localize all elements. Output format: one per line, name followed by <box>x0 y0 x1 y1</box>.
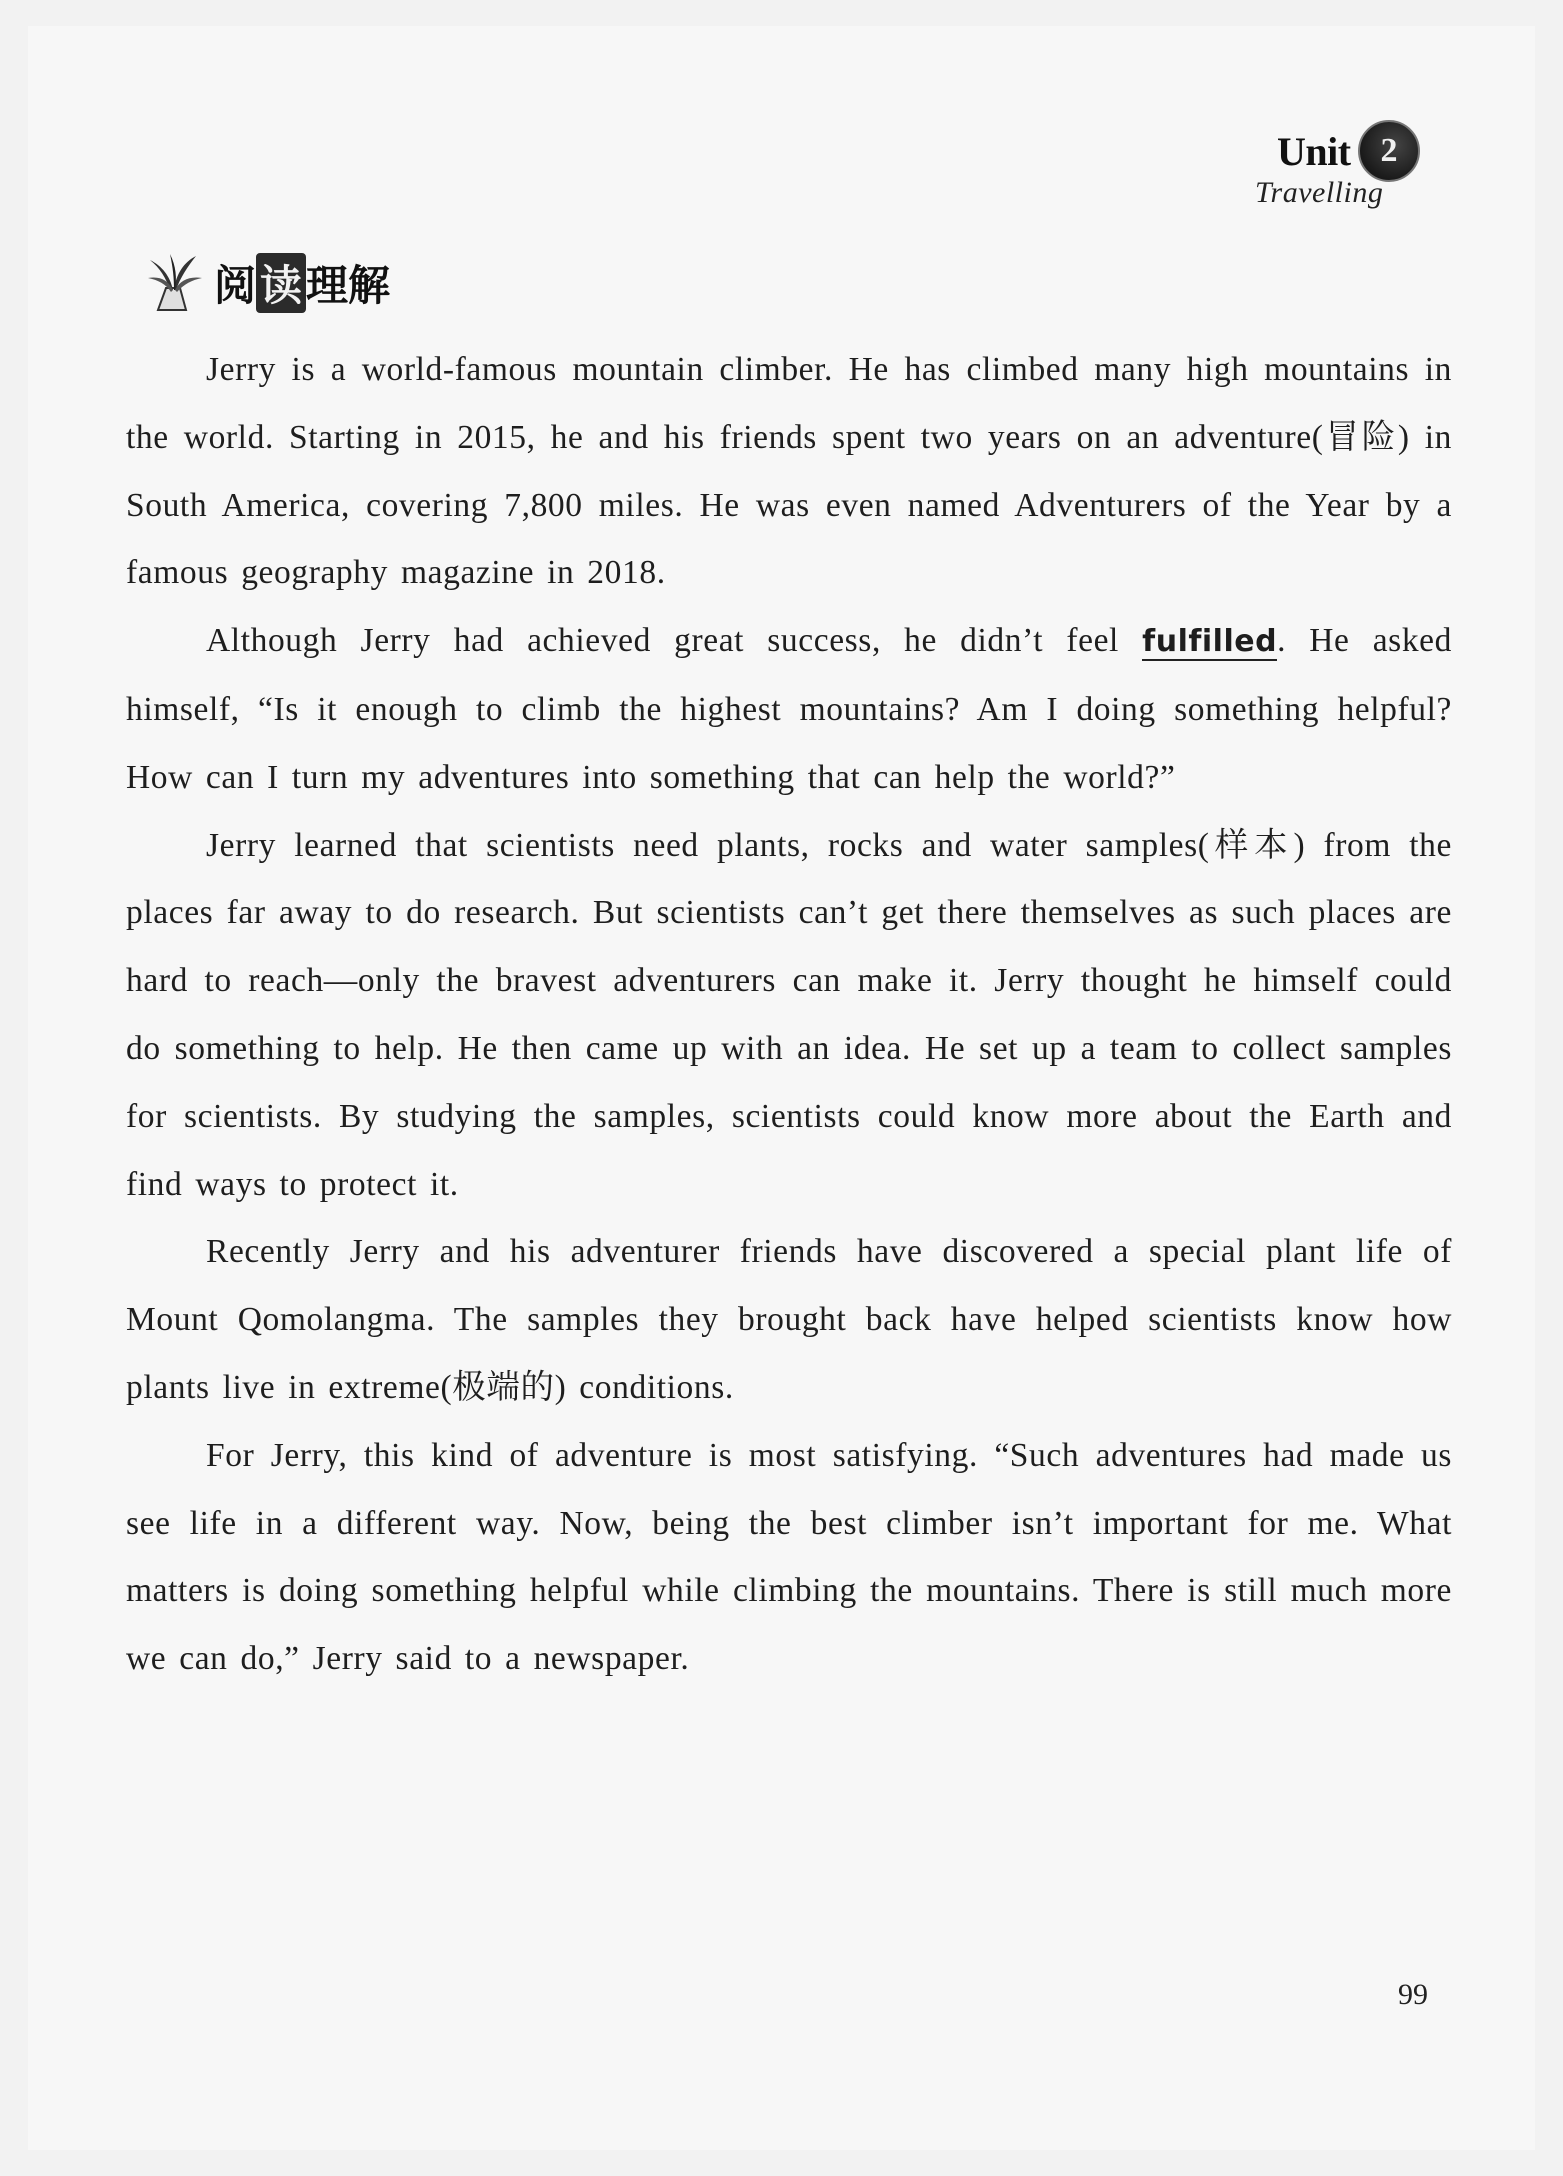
keyword-fulfilled: fulfilled <box>1142 624 1278 660</box>
section-title-boxed-char: 读 <box>256 253 306 313</box>
paragraph-5: For Jerry, this kind of adventure is most satisfying. “Such adventures had made us see life in a different way. Now, being the best climber isn’t important for me. What matters is doing something helpful while climbing the mountains. There is still much more we can do,” Jerry said to a newspaper. <box>126 1436 1452 1678</box>
unit-header <box>1255 108 1435 218</box>
unit-number-badge: 2 <box>1358 120 1420 182</box>
section-title <box>140 248 390 318</box>
paragraph-2: Although Jerry had achieved great success, he didn’t feel fulfilled. He asked himself, “Is it enough to climb the highest mountains? Am I doing something helpful? How can I turn my adventures into something that can help the world?” <box>126 622 1452 796</box>
page-number: 99 <box>1398 1978 1428 2011</box>
unit-subtitle: Travelling <box>1255 176 1384 209</box>
section-title-text: 阅读理解 <box>214 253 390 313</box>
reading-passage <box>126 336 1452 1693</box>
plant-icon <box>140 248 208 318</box>
unit-label: Unit <box>1277 129 1351 174</box>
paragraph-1: Jerry is a world-famous mountain climber. He has climbed many high mountains in the world. Starting in 2015, he and his friends spent two years on an adventure(冒险) in South America, covering 7,800 miles. He was even named Adventurers of the Year by a famous geography magazine in 2018. <box>126 351 1452 592</box>
paragraph-3: Jerry learned that scientists need plants, rocks and water samples(样本) from the places far away to do research. But scientists can’t get there themselves as such places are hard to reach—only the bravest adventurers can make it. Jerry thought he himself could do something to help. He then came up with an idea. He set up a team to collect samples for scientists. By studying the samples, scientists could know more about the Earth and find ways to protect it. <box>126 826 1452 1203</box>
paragraph-4: Recently Jerry and his adventurer friends have discovered a special plant life of Mount Qomolangma. The samples they brought back have helped scientists know how plants live in extreme(极端的) conditions. <box>126 1233 1452 1406</box>
